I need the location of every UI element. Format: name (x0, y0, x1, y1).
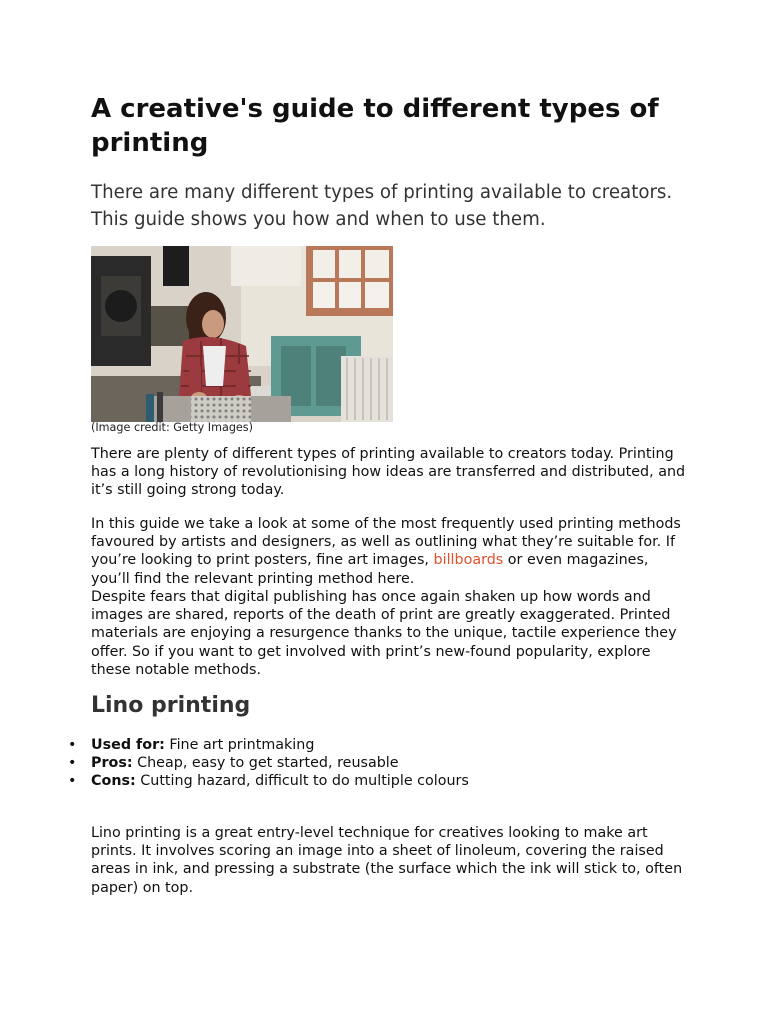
guide-paragraph-text-after-link: or even magazines, you’ll find the relevant printing method here. (91, 552, 649, 587)
hero-image (91, 246, 393, 422)
fears-paragraph: Despite fears that digital publishing has once again shaken up how words and images are shared, reports of the death of print are greatly exaggerated. Printed materials are enjoying a resurgence thanks to the unique, tactile experience they offer. So if you want to get involved with print’s new-found popularity, explore these notable methods. (91, 589, 677, 678)
list-item-pros (66, 754, 469, 772)
fact-value: Cheap, easy to get started, reusable (132, 755, 399, 772)
guide-paragraph-text-before-link: In this guide we take a look at some of the most frequently used printing methods favoured by artists and designers, as well as outlining what they’re suitable for. If you’re looking to print posters, fine art images, (91, 516, 681, 569)
list-item-cons (66, 772, 469, 790)
page-title: A creative's guide to different types of printing (91, 94, 659, 158)
fact-value: Cutting hazard, difficult to do multiple colours (135, 773, 469, 790)
billboards-link[interactable]: billboards (433, 552, 504, 569)
guide-paragraph (91, 515, 691, 588)
intro-paragraph: There are plenty of different types of printing available to creators today. Printing has a long history of revolutionising how ideas are transferred and distributed, and it’s still going strong today. (91, 446, 686, 499)
bullet-marker: • (68, 737, 77, 753)
fact-label: Cons: (91, 773, 136, 790)
list-item-used-for (66, 736, 469, 754)
lino-facts-list (66, 736, 469, 791)
fact-value: Fine art printmaking (164, 737, 315, 753)
image-credit: (Image credit: Getty Images) (91, 421, 253, 434)
section-heading-lino-printing: Lino printing (91, 693, 251, 718)
fact-label: Pros: (91, 755, 133, 772)
standfirst: There are many different types of printing available to creators. This guide shows you how and when to use them. (91, 182, 673, 230)
bullet-marker: • (68, 755, 77, 772)
bullet-marker: • (68, 773, 77, 790)
lino-paragraph: Lino printing is a great entry-level technique for creatives looking to make art prints. It involves scoring an image into a sheet of linoleum, covering the raised areas in ink, and pressing a substrate (the surface which the ink will stick to, often paper) on top. (91, 825, 683, 896)
fact-label: Used for: (91, 737, 165, 753)
